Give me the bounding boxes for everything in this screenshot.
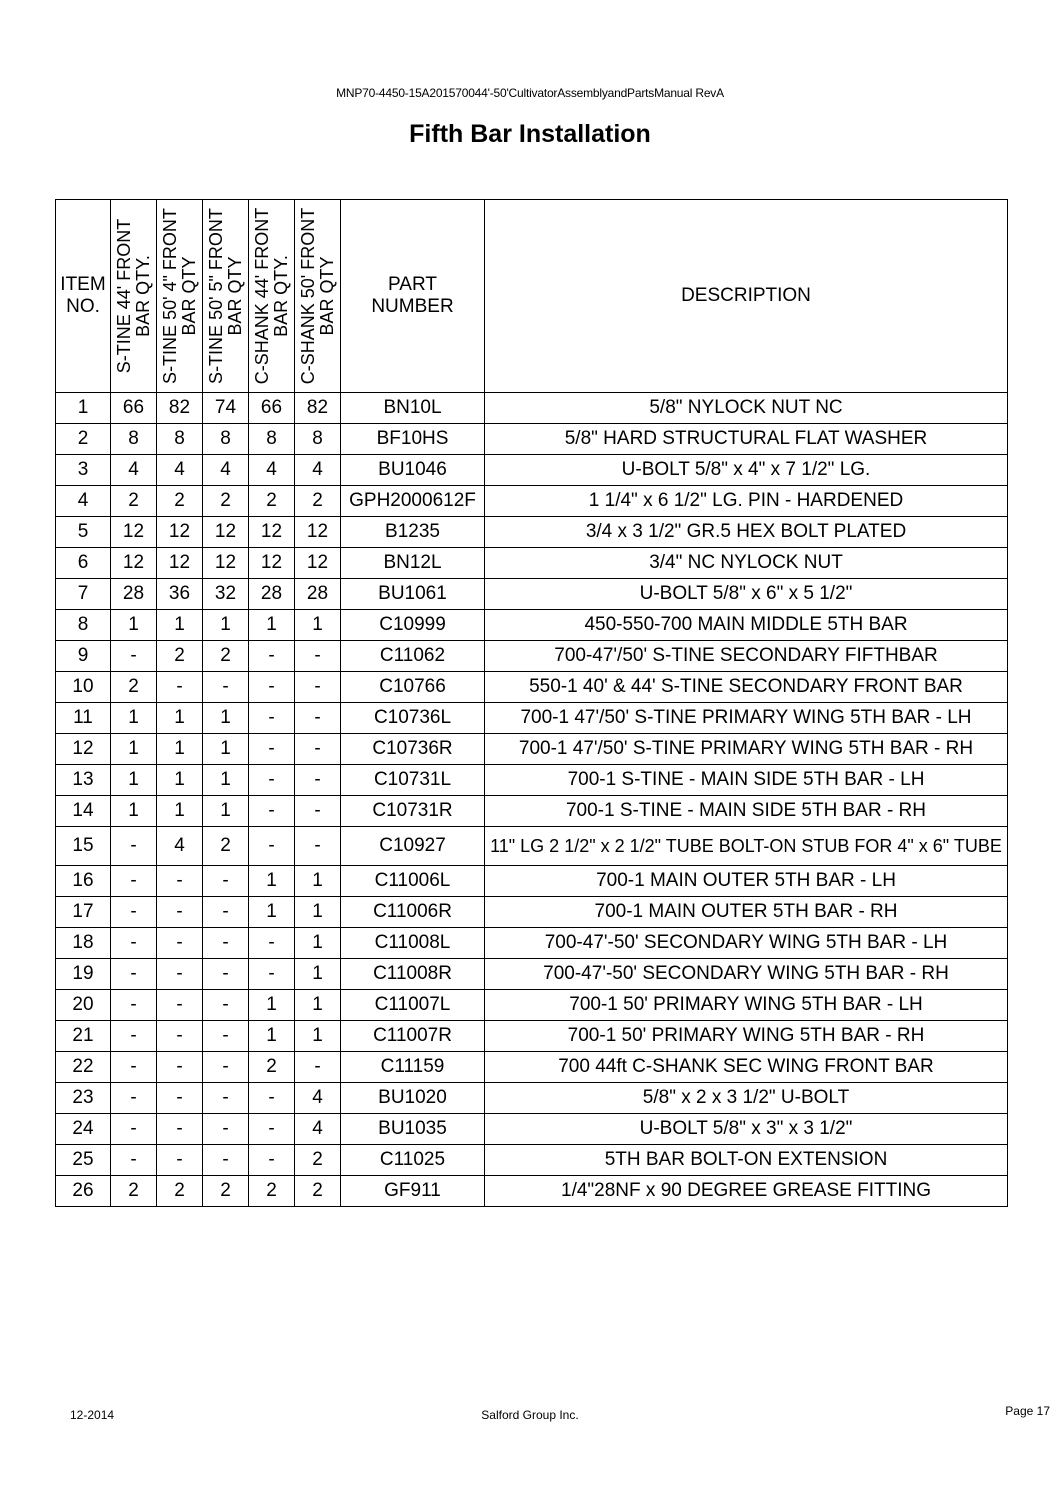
- qty-s-tine-44-cell: -: [111, 1114, 157, 1145]
- qty-s-tine-50-4-cell: 2: [157, 486, 203, 517]
- item-no-cell: 8: [56, 610, 111, 641]
- table-row: [56, 959, 1008, 990]
- qty-s-tine-50-5-cell: -: [203, 1083, 249, 1114]
- qty-c-shank-50-cell: 2: [295, 486, 341, 517]
- part-header-line1: PART: [388, 274, 437, 295]
- item-no-cell: 9: [56, 641, 111, 672]
- part-number-cell: C11062: [341, 641, 485, 672]
- qty-c-shank-50-cell: 12: [295, 517, 341, 548]
- item-header-line1: ITEM: [60, 274, 106, 295]
- column-header-c-shank-50: C-SHANK 50' FRONT BAR QTY: [295, 200, 341, 393]
- part-number-cell: BU1046: [341, 455, 485, 486]
- qty-s-tine-50-5-cell: -: [203, 1114, 249, 1145]
- table-row: [56, 486, 1008, 517]
- description-cell: 700-1 50' PRIMARY WING 5TH BAR - RH: [485, 1021, 1008, 1052]
- qty-c-shank-44-cell: 1: [249, 1021, 295, 1052]
- description-cell: 3/4 x 3 1/2" GR.5 HEX BOLT PLATED: [485, 517, 1008, 548]
- table-row: [56, 641, 1008, 672]
- item-no-cell: 12: [56, 734, 111, 765]
- description-cell: 1/4"28NF x 90 DEGREE GREASE FITTING: [485, 1176, 1008, 1207]
- qty-s-tine-50-4-cell: 1: [157, 734, 203, 765]
- description-cell: 700-1 S-TINE - MAIN SIDE 5TH BAR - LH: [485, 765, 1008, 796]
- item-no-cell: 7: [56, 579, 111, 610]
- qty-s-tine-44-cell: -: [111, 1145, 157, 1176]
- qty-c-shank-44-cell: 12: [249, 517, 295, 548]
- qty-c-shank-50-cell: 4: [295, 455, 341, 486]
- table-row: [56, 734, 1008, 765]
- qty-s-tine-50-4-cell: 12: [157, 548, 203, 579]
- qty-s-tine-44-cell: -: [111, 928, 157, 959]
- qty-s-tine-44-cell: 2: [111, 672, 157, 703]
- qty-c-shank-50-cell: -: [295, 765, 341, 796]
- part-number-cell: BU1061: [341, 579, 485, 610]
- qty-s-tine-44-cell: 1: [111, 796, 157, 827]
- qty-c-shank-44-cell: 66: [249, 393, 295, 424]
- part-number-cell: BN10L: [341, 393, 485, 424]
- qty-s-tine-50-5-cell: 1: [203, 765, 249, 796]
- qty-c-shank-50-cell: -: [295, 672, 341, 703]
- qty-c-shank-44-cell: -: [249, 1145, 295, 1176]
- qty-c-shank-44-cell: -: [249, 765, 295, 796]
- description-cell: 5/8" NYLOCK NUT NC: [485, 393, 1008, 424]
- table-row: [56, 827, 1008, 866]
- qty-s-tine-50-5-cell: -: [203, 990, 249, 1021]
- column-header-s-tine-50-5: S-TINE 50' 5" FRONT BAR QTY: [203, 200, 249, 393]
- table-row: [56, 1145, 1008, 1176]
- item-no-cell: 18: [56, 928, 111, 959]
- qty-s-tine-50-5-cell: -: [203, 672, 249, 703]
- qty-s-tine-50-5-cell: -: [203, 959, 249, 990]
- table-row: [56, 517, 1008, 548]
- description-cell: 700-47'-50' SECONDARY WING 5TH BAR - RH: [485, 959, 1008, 990]
- part-number-cell: C10731L: [341, 765, 485, 796]
- column-header-s-tine-50-4: S-TINE 50' 4" FRONT BAR QTY: [157, 200, 203, 393]
- column-header-c-shank-44: C-SHANK 44' FRONT BAR QTY.: [249, 200, 295, 393]
- table-row: [56, 1083, 1008, 1114]
- table-row: [56, 672, 1008, 703]
- qty-s-tine-50-5-cell: 1: [203, 610, 249, 641]
- qty-s-tine-50-5-cell: 2: [203, 641, 249, 672]
- qty-c-shank-44-cell: 1: [249, 897, 295, 928]
- item-no-cell: 26: [56, 1176, 111, 1207]
- item-no-cell: 10: [56, 672, 111, 703]
- qty-c-shank-50-cell: -: [295, 641, 341, 672]
- table-row: [56, 990, 1008, 1021]
- description-cell: U-BOLT 5/8" x 4" x 7 1/2" LG.: [485, 455, 1008, 486]
- qty-s-tine-50-4-cell: 8: [157, 424, 203, 455]
- qty-c-shank-44-cell: 12: [249, 548, 295, 579]
- qty-s-tine-50-4-cell: -: [157, 928, 203, 959]
- qty-c-shank-50-cell: 28: [295, 579, 341, 610]
- table-row: [56, 928, 1008, 959]
- qty-s-tine-50-5-cell: 12: [203, 517, 249, 548]
- qty-s-tine-50-5-cell: -: [203, 1145, 249, 1176]
- qty-s-tine-50-4-cell: 1: [157, 703, 203, 734]
- qty-s-tine-50-5-cell: 1: [203, 703, 249, 734]
- footer-date: 12-2014: [70, 1408, 115, 1422]
- item-no-cell: 13: [56, 765, 111, 796]
- qty-s-tine-44-cell: 12: [111, 548, 157, 579]
- item-no-cell: 19: [56, 959, 111, 990]
- qty-c-shank-44-cell: -: [249, 1114, 295, 1145]
- qty-s-tine-44-cell: 1: [111, 765, 157, 796]
- qty-s-tine-50-4-cell: -: [157, 1052, 203, 1083]
- item-no-cell: 21: [56, 1021, 111, 1052]
- qty-s-tine-44-cell: -: [111, 959, 157, 990]
- description-cell: 5/8" x 2 x 3 1/2" U-BOLT: [485, 1083, 1008, 1114]
- table-row: [56, 765, 1008, 796]
- description-cell: 700 44ft C-SHANK SEC WING FRONT BAR: [485, 1052, 1008, 1083]
- part-number-cell: C10736R: [341, 734, 485, 765]
- qty-s-tine-50-4-cell: -: [157, 1021, 203, 1052]
- part-number-cell: C11008L: [341, 928, 485, 959]
- document-reference: MNP70-4450-15A201570044'-50'CultivatorAssemblyandPartsManual RevA: [336, 86, 724, 100]
- qty-c-shank-50-cell: 1: [295, 866, 341, 897]
- qty-s-tine-44-cell: -: [111, 990, 157, 1021]
- qty-c-shank-44-cell: 1: [249, 866, 295, 897]
- qty-c-shank-44-cell: -: [249, 1083, 295, 1114]
- qty-c-shank-50-cell: -: [295, 703, 341, 734]
- description-cell: 700-47'/50' S-TINE SECONDARY FIFTHBAR: [485, 641, 1008, 672]
- footer-company: Salford Group Inc.: [481, 1408, 579, 1422]
- item-no-cell: 23: [56, 1083, 111, 1114]
- qty-s-tine-44-cell: 28: [111, 579, 157, 610]
- part-number-cell: C10927: [341, 827, 485, 866]
- qty-s-tine-44-cell: -: [111, 1083, 157, 1114]
- description-cell: 550-1 40' & 44' S-TINE SECONDARY FRONT BAR: [485, 672, 1008, 703]
- item-no-cell: 17: [56, 897, 111, 928]
- part-number-cell: C10731R: [341, 796, 485, 827]
- description-cell: 700-1 MAIN OUTER 5TH BAR - LH: [485, 866, 1008, 897]
- qty-s-tine-50-4-cell: 1: [157, 796, 203, 827]
- qty-c-shank-50-cell: 1: [295, 610, 341, 641]
- part-number-cell: C11007R: [341, 1021, 485, 1052]
- qty-c-shank-50-cell: 4: [295, 1114, 341, 1145]
- qty-c-shank-44-cell: -: [249, 641, 295, 672]
- qty-s-tine-50-5-cell: -: [203, 1021, 249, 1052]
- qty-c-shank-50-cell: -: [295, 796, 341, 827]
- qty-s-tine-50-5-cell: 12: [203, 548, 249, 579]
- qty-c-shank-44-cell: 1: [249, 610, 295, 641]
- qty-s-tine-44-cell: 66: [111, 393, 157, 424]
- qty-c-shank-44-cell: -: [249, 827, 295, 866]
- item-no-cell: 24: [56, 1114, 111, 1145]
- table-row: [56, 1052, 1008, 1083]
- qty-s-tine-50-4-cell: -: [157, 672, 203, 703]
- column-header-description: DESCRIPTION: [485, 200, 1008, 393]
- description-cell: 700-1 S-TINE - MAIN SIDE 5TH BAR - RH: [485, 796, 1008, 827]
- part-number-cell: C11006L: [341, 866, 485, 897]
- qty-s-tine-50-4-cell: -: [157, 897, 203, 928]
- qty-c-shank-50-cell: -: [295, 1052, 341, 1083]
- table-row: [56, 455, 1008, 486]
- table-header-row: [56, 200, 1008, 393]
- qty-s-tine-44-cell: 4: [111, 455, 157, 486]
- qty-s-tine-44-cell: -: [111, 1021, 157, 1052]
- footer-page-number: Page 17: [1005, 1404, 1050, 1418]
- qty-c-shank-50-cell: 2: [295, 1145, 341, 1176]
- part-number-cell: GF911: [341, 1176, 485, 1207]
- column-header-s-tine-44: S-TINE 44' FRONT BAR QTY.: [111, 200, 157, 393]
- column-header-part-number: [341, 200, 485, 393]
- part-number-cell: C10736L: [341, 703, 485, 734]
- qty-s-tine-50-5-cell: -: [203, 1052, 249, 1083]
- qty-s-tine-44-cell: 2: [111, 486, 157, 517]
- qty-s-tine-50-4-cell: 12: [157, 517, 203, 548]
- qty-s-tine-44-cell: 2: [111, 1176, 157, 1207]
- qty-c-shank-44-cell: -: [249, 928, 295, 959]
- qty-c-shank-44-cell: 1: [249, 990, 295, 1021]
- description-cell: 1 1/4" x 6 1/2" LG. PIN - HARDENED: [485, 486, 1008, 517]
- part-number-cell: GPH2000612F: [341, 486, 485, 517]
- item-no-cell: 6: [56, 548, 111, 579]
- qty-s-tine-50-5-cell: 32: [203, 579, 249, 610]
- qty-s-tine-50-4-cell: 4: [157, 827, 203, 866]
- qty-s-tine-44-cell: 8: [111, 424, 157, 455]
- table-row: [56, 548, 1008, 579]
- qty-s-tine-44-cell: 1: [111, 610, 157, 641]
- qty-c-shank-44-cell: 4: [249, 455, 295, 486]
- qty-s-tine-50-4-cell: -: [157, 1114, 203, 1145]
- qty-s-tine-50-5-cell: 1: [203, 796, 249, 827]
- part-number-cell: BN12L: [341, 548, 485, 579]
- qty-s-tine-50-5-cell: 1: [203, 734, 249, 765]
- part-number-cell: BU1020: [341, 1083, 485, 1114]
- part-number-cell: C11008R: [341, 959, 485, 990]
- description-cell: 700-1 47'/50' S-TINE PRIMARY WING 5TH BAR - RH: [485, 734, 1008, 765]
- qty-s-tine-44-cell: 12: [111, 517, 157, 548]
- table-row: [56, 393, 1008, 424]
- item-no-cell: 1: [56, 393, 111, 424]
- item-no-cell: 4: [56, 486, 111, 517]
- table-row: [56, 579, 1008, 610]
- qty-s-tine-50-4-cell: 1: [157, 765, 203, 796]
- item-no-cell: 3: [56, 455, 111, 486]
- qty-s-tine-50-4-cell: 4: [157, 455, 203, 486]
- qty-s-tine-50-4-cell: -: [157, 1083, 203, 1114]
- item-no-cell: 5: [56, 517, 111, 548]
- qty-c-shank-50-cell: 1: [295, 1021, 341, 1052]
- item-no-cell: 22: [56, 1052, 111, 1083]
- part-number-cell: BU1035: [341, 1114, 485, 1145]
- qty-s-tine-50-5-cell: -: [203, 866, 249, 897]
- qty-s-tine-44-cell: -: [111, 866, 157, 897]
- description-cell: 3/4" NC NYLOCK NUT: [485, 548, 1008, 579]
- description-cell: 700-1 47'/50' S-TINE PRIMARY WING 5TH BAR - LH: [485, 703, 1008, 734]
- qty-c-shank-50-cell: 12: [295, 548, 341, 579]
- part-number-cell: C11159: [341, 1052, 485, 1083]
- table-row: [56, 796, 1008, 827]
- qty-s-tine-50-5-cell: -: [203, 897, 249, 928]
- part-number-cell: C11025: [341, 1145, 485, 1176]
- qty-c-shank-50-cell: 1: [295, 928, 341, 959]
- part-number-cell: C10999: [341, 610, 485, 641]
- qty-c-shank-50-cell: -: [295, 734, 341, 765]
- description-cell: 700-1 MAIN OUTER 5TH BAR - RH: [485, 897, 1008, 928]
- table-row: [56, 866, 1008, 897]
- qty-s-tine-50-4-cell: -: [157, 1145, 203, 1176]
- table-row: [56, 424, 1008, 455]
- qty-s-tine-50-5-cell: 2: [203, 827, 249, 866]
- qty-s-tine-50-4-cell: -: [157, 990, 203, 1021]
- item-no-cell: 25: [56, 1145, 111, 1176]
- item-header-line2: NO.: [66, 296, 100, 317]
- qty-s-tine-44-cell: 1: [111, 734, 157, 765]
- qty-s-tine-44-cell: -: [111, 897, 157, 928]
- qty-s-tine-50-4-cell: 36: [157, 579, 203, 610]
- qty-s-tine-50-4-cell: -: [157, 959, 203, 990]
- part-number-cell: BF10HS: [341, 424, 485, 455]
- qty-s-tine-50-5-cell: 2: [203, 1176, 249, 1207]
- part-number-cell: C11007L: [341, 990, 485, 1021]
- qty-c-shank-44-cell: 28: [249, 579, 295, 610]
- qty-c-shank-44-cell: -: [249, 959, 295, 990]
- description-cell: 5/8" HARD STRUCTURAL FLAT WASHER: [485, 424, 1008, 455]
- qty-c-shank-44-cell: -: [249, 672, 295, 703]
- table-row: [56, 1021, 1008, 1052]
- qty-s-tine-50-5-cell: 4: [203, 455, 249, 486]
- parts-table-body: [56, 393, 1008, 1207]
- table-row: [56, 703, 1008, 734]
- qty-s-tine-44-cell: -: [111, 641, 157, 672]
- qty-s-tine-50-4-cell: 82: [157, 393, 203, 424]
- qty-c-shank-50-cell: 4: [295, 1083, 341, 1114]
- part-header-line2: NUMBER: [371, 296, 454, 317]
- part-number-cell: C11006R: [341, 897, 485, 928]
- item-no-cell: 11: [56, 703, 111, 734]
- qty-s-tine-44-cell: -: [111, 1052, 157, 1083]
- qty-c-shank-44-cell: 8: [249, 424, 295, 455]
- qty-c-shank-50-cell: 1: [295, 959, 341, 990]
- qty-c-shank-50-cell: 2: [295, 1176, 341, 1207]
- item-no-cell: 16: [56, 866, 111, 897]
- table-row: [56, 1176, 1008, 1207]
- qty-s-tine-50-5-cell: 2: [203, 486, 249, 517]
- description-cell: U-BOLT 5/8" x 3" x 3 1/2": [485, 1114, 1008, 1145]
- page-title: Fifth Bar Installation: [409, 120, 651, 148]
- qty-c-shank-50-cell: 1: [295, 990, 341, 1021]
- column-header-item-no: [56, 200, 111, 393]
- qty-c-shank-44-cell: 2: [249, 1176, 295, 1207]
- parts-table: [55, 199, 1008, 1207]
- description-cell: 450-550-700 MAIN MIDDLE 5TH BAR: [485, 610, 1008, 641]
- qty-s-tine-44-cell: 1: [111, 703, 157, 734]
- qty-s-tine-50-5-cell: 8: [203, 424, 249, 455]
- qty-s-tine-50-4-cell: 2: [157, 1176, 203, 1207]
- qty-c-shank-44-cell: -: [249, 734, 295, 765]
- item-no-cell: 15: [56, 827, 111, 866]
- qty-c-shank-50-cell: 1: [295, 897, 341, 928]
- qty-s-tine-44-cell: -: [111, 827, 157, 866]
- qty-c-shank-50-cell: 8: [295, 424, 341, 455]
- qty-s-tine-50-5-cell: 74: [203, 393, 249, 424]
- qty-c-shank-44-cell: 2: [249, 1052, 295, 1083]
- qty-c-shank-44-cell: -: [249, 703, 295, 734]
- description-cell: U-BOLT 5/8" x 6" x 5 1/2": [485, 579, 1008, 610]
- qty-s-tine-50-4-cell: -: [157, 866, 203, 897]
- qty-c-shank-50-cell: -: [295, 827, 341, 866]
- table-row: [56, 610, 1008, 641]
- qty-s-tine-50-4-cell: 1: [157, 610, 203, 641]
- item-no-cell: 20: [56, 990, 111, 1021]
- qty-c-shank-44-cell: -: [249, 796, 295, 827]
- item-no-cell: 2: [56, 424, 111, 455]
- description-cell: 5TH BAR BOLT-ON EXTENSION: [485, 1145, 1008, 1176]
- part-number-cell: C10766: [341, 672, 485, 703]
- item-no-cell: 14: [56, 796, 111, 827]
- qty-c-shank-50-cell: 82: [295, 393, 341, 424]
- table-row: [56, 1114, 1008, 1145]
- description-cell: 11" LG 2 1/2" x 2 1/2" TUBE BOLT-ON STUB FOR 4" x 6" TUBE: [485, 827, 1008, 866]
- table-row: [56, 897, 1008, 928]
- part-number-cell: B1235: [341, 517, 485, 548]
- qty-s-tine-50-5-cell: -: [203, 928, 249, 959]
- qty-c-shank-44-cell: 2: [249, 486, 295, 517]
- description-cell: 700-47'-50' SECONDARY WING 5TH BAR - LH: [485, 928, 1008, 959]
- description-cell: 700-1 50' PRIMARY WING 5TH BAR - LH: [485, 990, 1008, 1021]
- qty-s-tine-50-4-cell: 2: [157, 641, 203, 672]
